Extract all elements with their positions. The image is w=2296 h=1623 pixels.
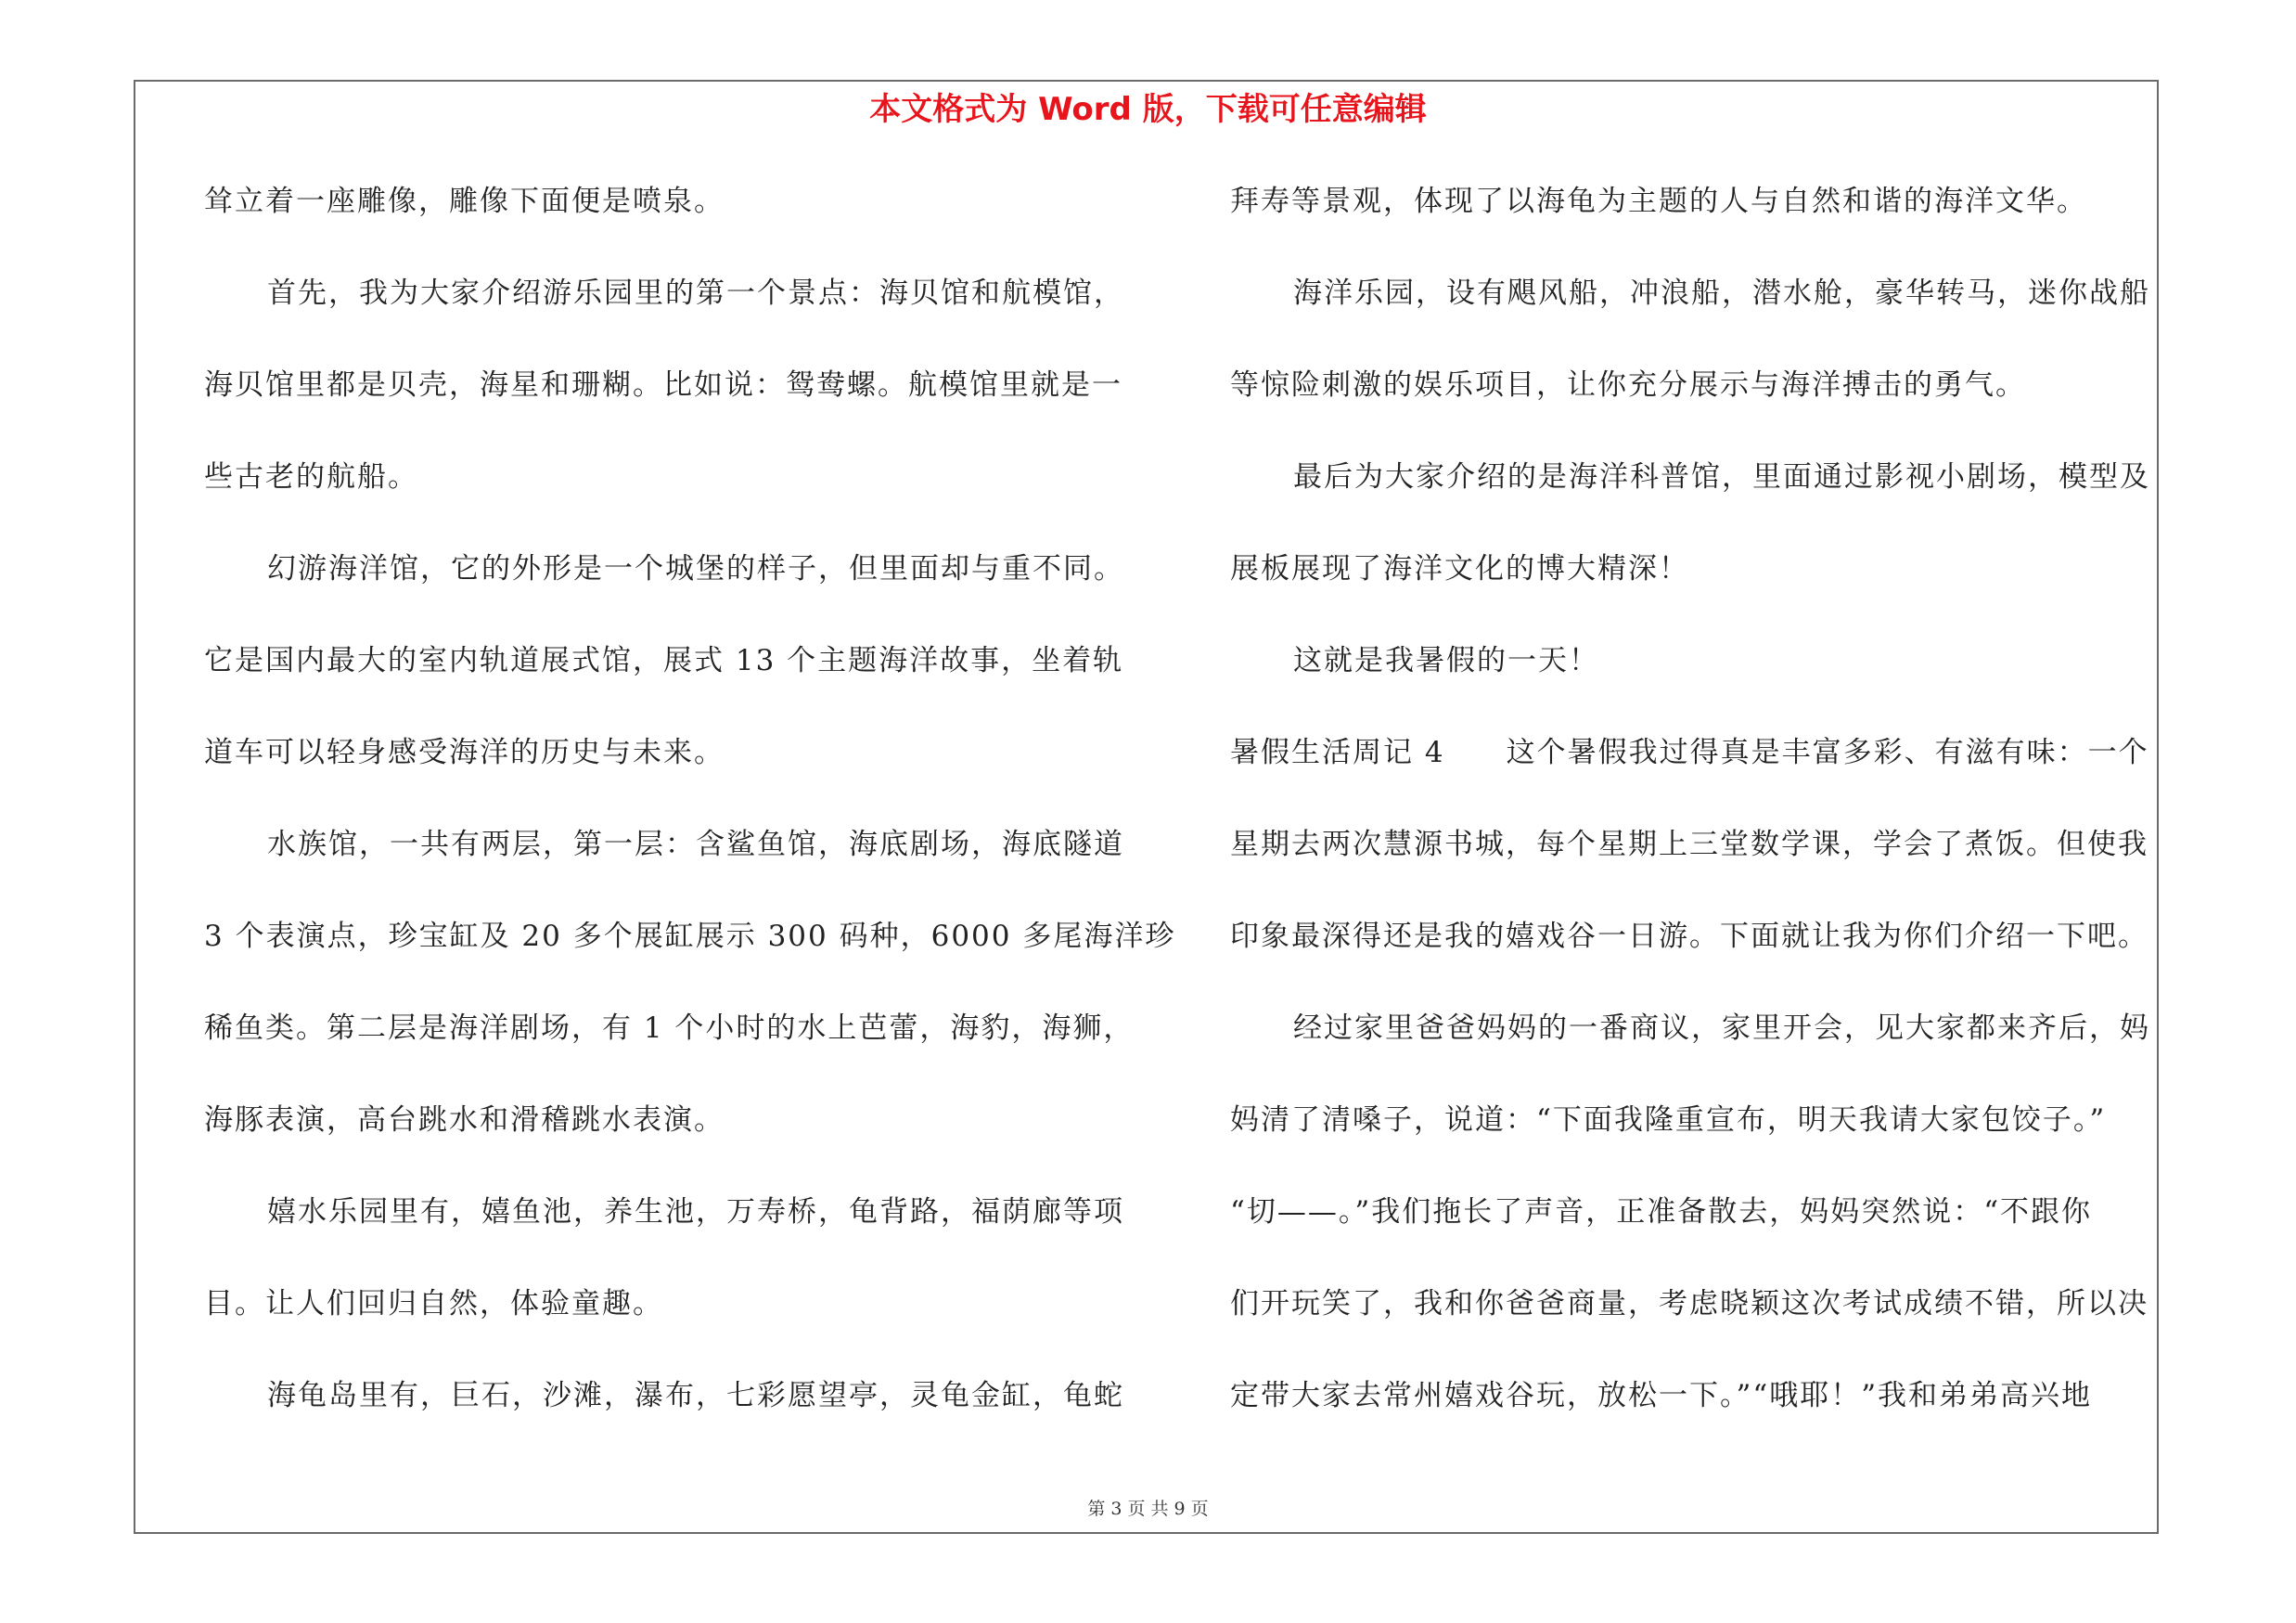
text-line: 最后为大家介绍的是海洋科普馆，里面通过影视小剧场，模型及	[1293, 460, 2150, 494]
text-line: 们开玩笑了，我和你爸爸商量，考虑晓颖这次考试成绩不错，所以决	[1230, 1287, 2148, 1320]
text-line: 耸立着一座雕像，雕像下面便是喷泉。	[204, 185, 725, 218]
text-line: 展板展现了海洋文化的博大精深！	[1230, 552, 1689, 586]
text-line: 3 个表演点，珍宝缸及 20 多个展缸展示 300 码种，6000 多尾海洋珍	[204, 920, 1176, 953]
text-line: 海龟岛里有，巨石，沙滩，瀑布，七彩愿望亭，灵龟金缸，龟蛇	[267, 1379, 1124, 1412]
text-line: 目。让人们回归自然，体验童趣。	[204, 1287, 663, 1320]
text-line: 这就是我暑假的一天！	[1293, 644, 1599, 677]
text-line: 嬉水乐园里有，嬉鱼池，养生池，万寿桥，龟背路，福荫廊等项	[267, 1195, 1124, 1229]
text-line: 水族馆，一共有两层，第一层：含鲨鱼馆，海底剧场，海底隧道	[267, 828, 1124, 861]
text-line: 海贝馆里都是贝壳，海星和珊糊。比如说：鸳鸯螺。航模馆里就是一	[204, 368, 1122, 402]
text-line: 海洋乐园，设有飓风船，冲浪船，潜水舱，豪华转马，迷你战船	[1293, 277, 2150, 310]
text-line: 道车可以轻身感受海洋的历史与未来。	[204, 736, 725, 769]
text-line: 幻游海洋馆，它的外形是一个城堡的样子，但里面却与重不同。	[267, 552, 1124, 586]
text-line: 些古老的航船。	[204, 460, 418, 494]
text-line: 海豚表演，高台跳水和滑稽跳水表演。	[204, 1103, 725, 1137]
text-line: 星期去两次慧源书城，每个星期上三堂数学课，学会了煮饭。但使我	[1230, 828, 2148, 861]
text-line: 定带大家去常州嬉戏谷玩，放松一下。”“哦耶！”我和弟弟高兴地	[1230, 1379, 2093, 1412]
text-line: 稀鱼类。第二层是海洋剧场，有 1 个小时的水上芭蕾，海豹，海狮，	[204, 1011, 1135, 1045]
text-line: 印象最深得还是我的嬉戏谷一日游。下面就让我为你们介绍一下吧。	[1230, 920, 2148, 953]
text-line: 暑假生活周记 4 这个暑假我过得真是丰富多彩、有滋有味：一个	[1230, 736, 2149, 769]
text-line: “切——。”我们拖长了声音，正准备散去，妈妈突然说：“不跟你	[1230, 1195, 2093, 1229]
document-header-title: 本文格式为 Word 版，下载可任意编辑	[869, 91, 1427, 128]
text-line: 拜寿等景观，体现了以海龟为主题的人与自然和谐的海洋文华。	[1230, 185, 2087, 218]
page-number-footer: 第 3 页 共 9 页	[1087, 1499, 1209, 1519]
text-line: 等惊险刺激的娱乐项目，让你充分展示与海洋搏击的勇气。	[1230, 368, 2026, 402]
text-line: 首先，我为大家介绍游乐园里的第一个景点：海贝馆和航模馆，	[267, 277, 1124, 310]
text-line: 经过家里爸爸妈妈的一番商议，家里开会，见大家都来齐后，妈	[1293, 1011, 2150, 1045]
text-line: 它是国内最大的室内轨道展式馆，展式 13 个主题海洋故事，坐着轨	[204, 644, 1124, 677]
text-line: 妈清了清嗓子，说道：“下面我隆重宣布，明天我请大家包饺子。”	[1230, 1103, 2107, 1137]
